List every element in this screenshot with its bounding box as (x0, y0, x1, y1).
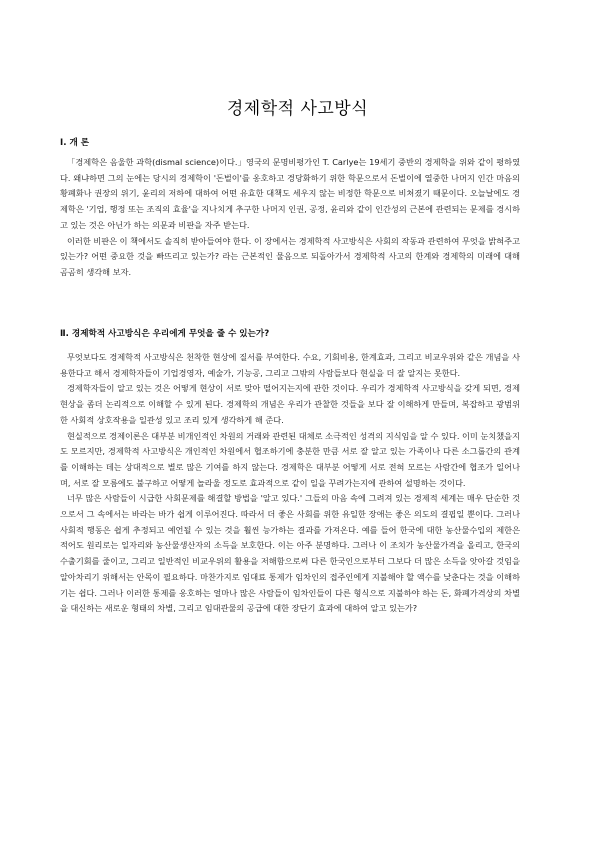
paragraph: 무엇보다도 경제학적 사고방식은 천착한 현상에 질서를 부여한다. 수요, 기회비용, 한계효과, 그리고 비교우위와 같은 개념을 사용한다고 해서 경제학자들이 기업경영자, 예술가, 기능공, 그리고 그밖의 사람들보다 현실을 더 잘 알지는 못한다. (60, 352, 520, 378)
paragraph: 현실적으로 경제이론은 대부분 비개인적인 차원의 거래와 관련된 대체로 소극적인 성격의 지식임을 알 수 있다. 이미 눈치챘을지도 모르지만, 경제학적 사고방식은 개인적인 차원에서 협조하기에 충분한 만큼 서로 잘 알고 있는 가족이나 다른 소그룹간의 관계를 이해하는 데는 상대적으로 별로 많은 기여를 하지 않는다. 경제학은 대부분 어떻게 서로 전혀 모르는 사람간에 협조가 일어나며, 서로 잘 모름에도 불구하고 어떻게 놀라울 정도로 효과적으로 같이 일을 꾸려가는지에 관하여 설명하는 것이다. (60, 430, 520, 488)
document-title: 경제학적 사고방식 (226, 99, 369, 119)
paragraph: 「경제학은 음울한 과학(dismal science)이다.」영국의 문명비평가인 T. Carlye는 19세기 중반의 경제학을 위와 같이 평하였다. 왜냐하면 그의 눈에는 당시의 경제학이 '돈벌이'를 옹호하고 경당화하기 위한 학문으로서 돈벌이에 열중한 나머지 인간 마음의 황폐화나 권장의 위기, 윤리의 저하에 대하여 어떤 유효한 대책도 세우지 않는 비정한 학문으로 비쳐졌기 때문이다. 오늘날에도 경제학은 '기업, 행정 또는 조직의 효율'을 지나치게 추구한 나머지 인권, 공정, 윤리와 같이 인간성의 근본에 관련되는 문제를 경시하고 있는 것은 아닌가 하는 의문과 비판을 자주 받는다. (60, 157, 520, 230)
paragraph: 너무 많은 사람들이 시급한 사회문제를 해결할 방법을 '알고 있다.' 그들의 마음 속에 그려져 있는 경제적 세계는 매우 단순한 것으로서 그 속에서는 바라는 바가 쉽게 이루어진다. 따라서 더 좋은 사회를 위한 유일한 장애는 좋은 의도의 결핍일 뿐이다. 그러나 사회적 행동은 쉽게 추정되고 예언될 수 있는 것을 훨씬 능가하는 결과를 가져온다. 예를 들어 한국에 대한 농산물수입의 제한은 적어도 원리로는 일자리와 농산물생산자의 소득을 보호한다. 이는 아주 분명하다. 그러나 이 조치가 농산물가격을 올리고, 한국의 수출기회를 줄이고, 그리고 일반적인 비교우위의 활용을 저해함으로써 다른 한국인으로부터 그보다 더 많은 소득을 앗아갈 것임을 알아차리기 위해서는 안목이 필요하다. 마찬가지로 임대료 통제가 임차인의 접주인에게 지불해야 할 액수를 낮춘다는 것을 이해하기는 쉽다. 그러나 이러한 통제를 옹호하는 얼마나 많은 사람들이 임차인들이 다른 형식으로 지불하야 하는 돈, 화폐가격상의 차별을 대신하는 새로운 형태의 차별, 그리고 임대관물의 공급에 대한 장단기 효과에 대하여 알고 있는가? (60, 493, 520, 614)
section-introduction (60, 137, 520, 281)
paragraph: 경제학자들이 알고 있는 것은 어떻게 현상이 서로 맞아 떨어지는지에 관한 것이다. 우리가 경제학적 사고방식을 갖게 되면, 경제현상을 좀더 논리적으로 이해할 수 있게 된다. 경제학의 개념은 우리가 관찰한 것들을 보다 잘 이해하게 만들며, 복잡하고 광범위한 사회적 상호작용을 일관성 있고 조리 있게 생각하게 해 준다. (60, 383, 520, 425)
paragraph: 이러한 비판은 이 책에서도 솔직히 받아들여야 한다. 이 장에서는 경제학적 사고방식은 사회의 작동과 관련하여 무엇을 밝혀주고 있는가? 어떤 중요한 것을 빠뜨리고 있는가? 라는 근본적인 물음으로 되돌아가서 경제학적 사고의 한계와 경제학의 미래에 대해 곰곰히 생각해 보자. (60, 235, 520, 277)
section-heading: Ⅱ. 경제학적 사고방식은 우리에게 무엇을 줄 수 있는가? (60, 329, 270, 339)
section-heading: Ⅰ. 개 론 (60, 138, 90, 148)
section-economic-thinking (60, 328, 520, 617)
